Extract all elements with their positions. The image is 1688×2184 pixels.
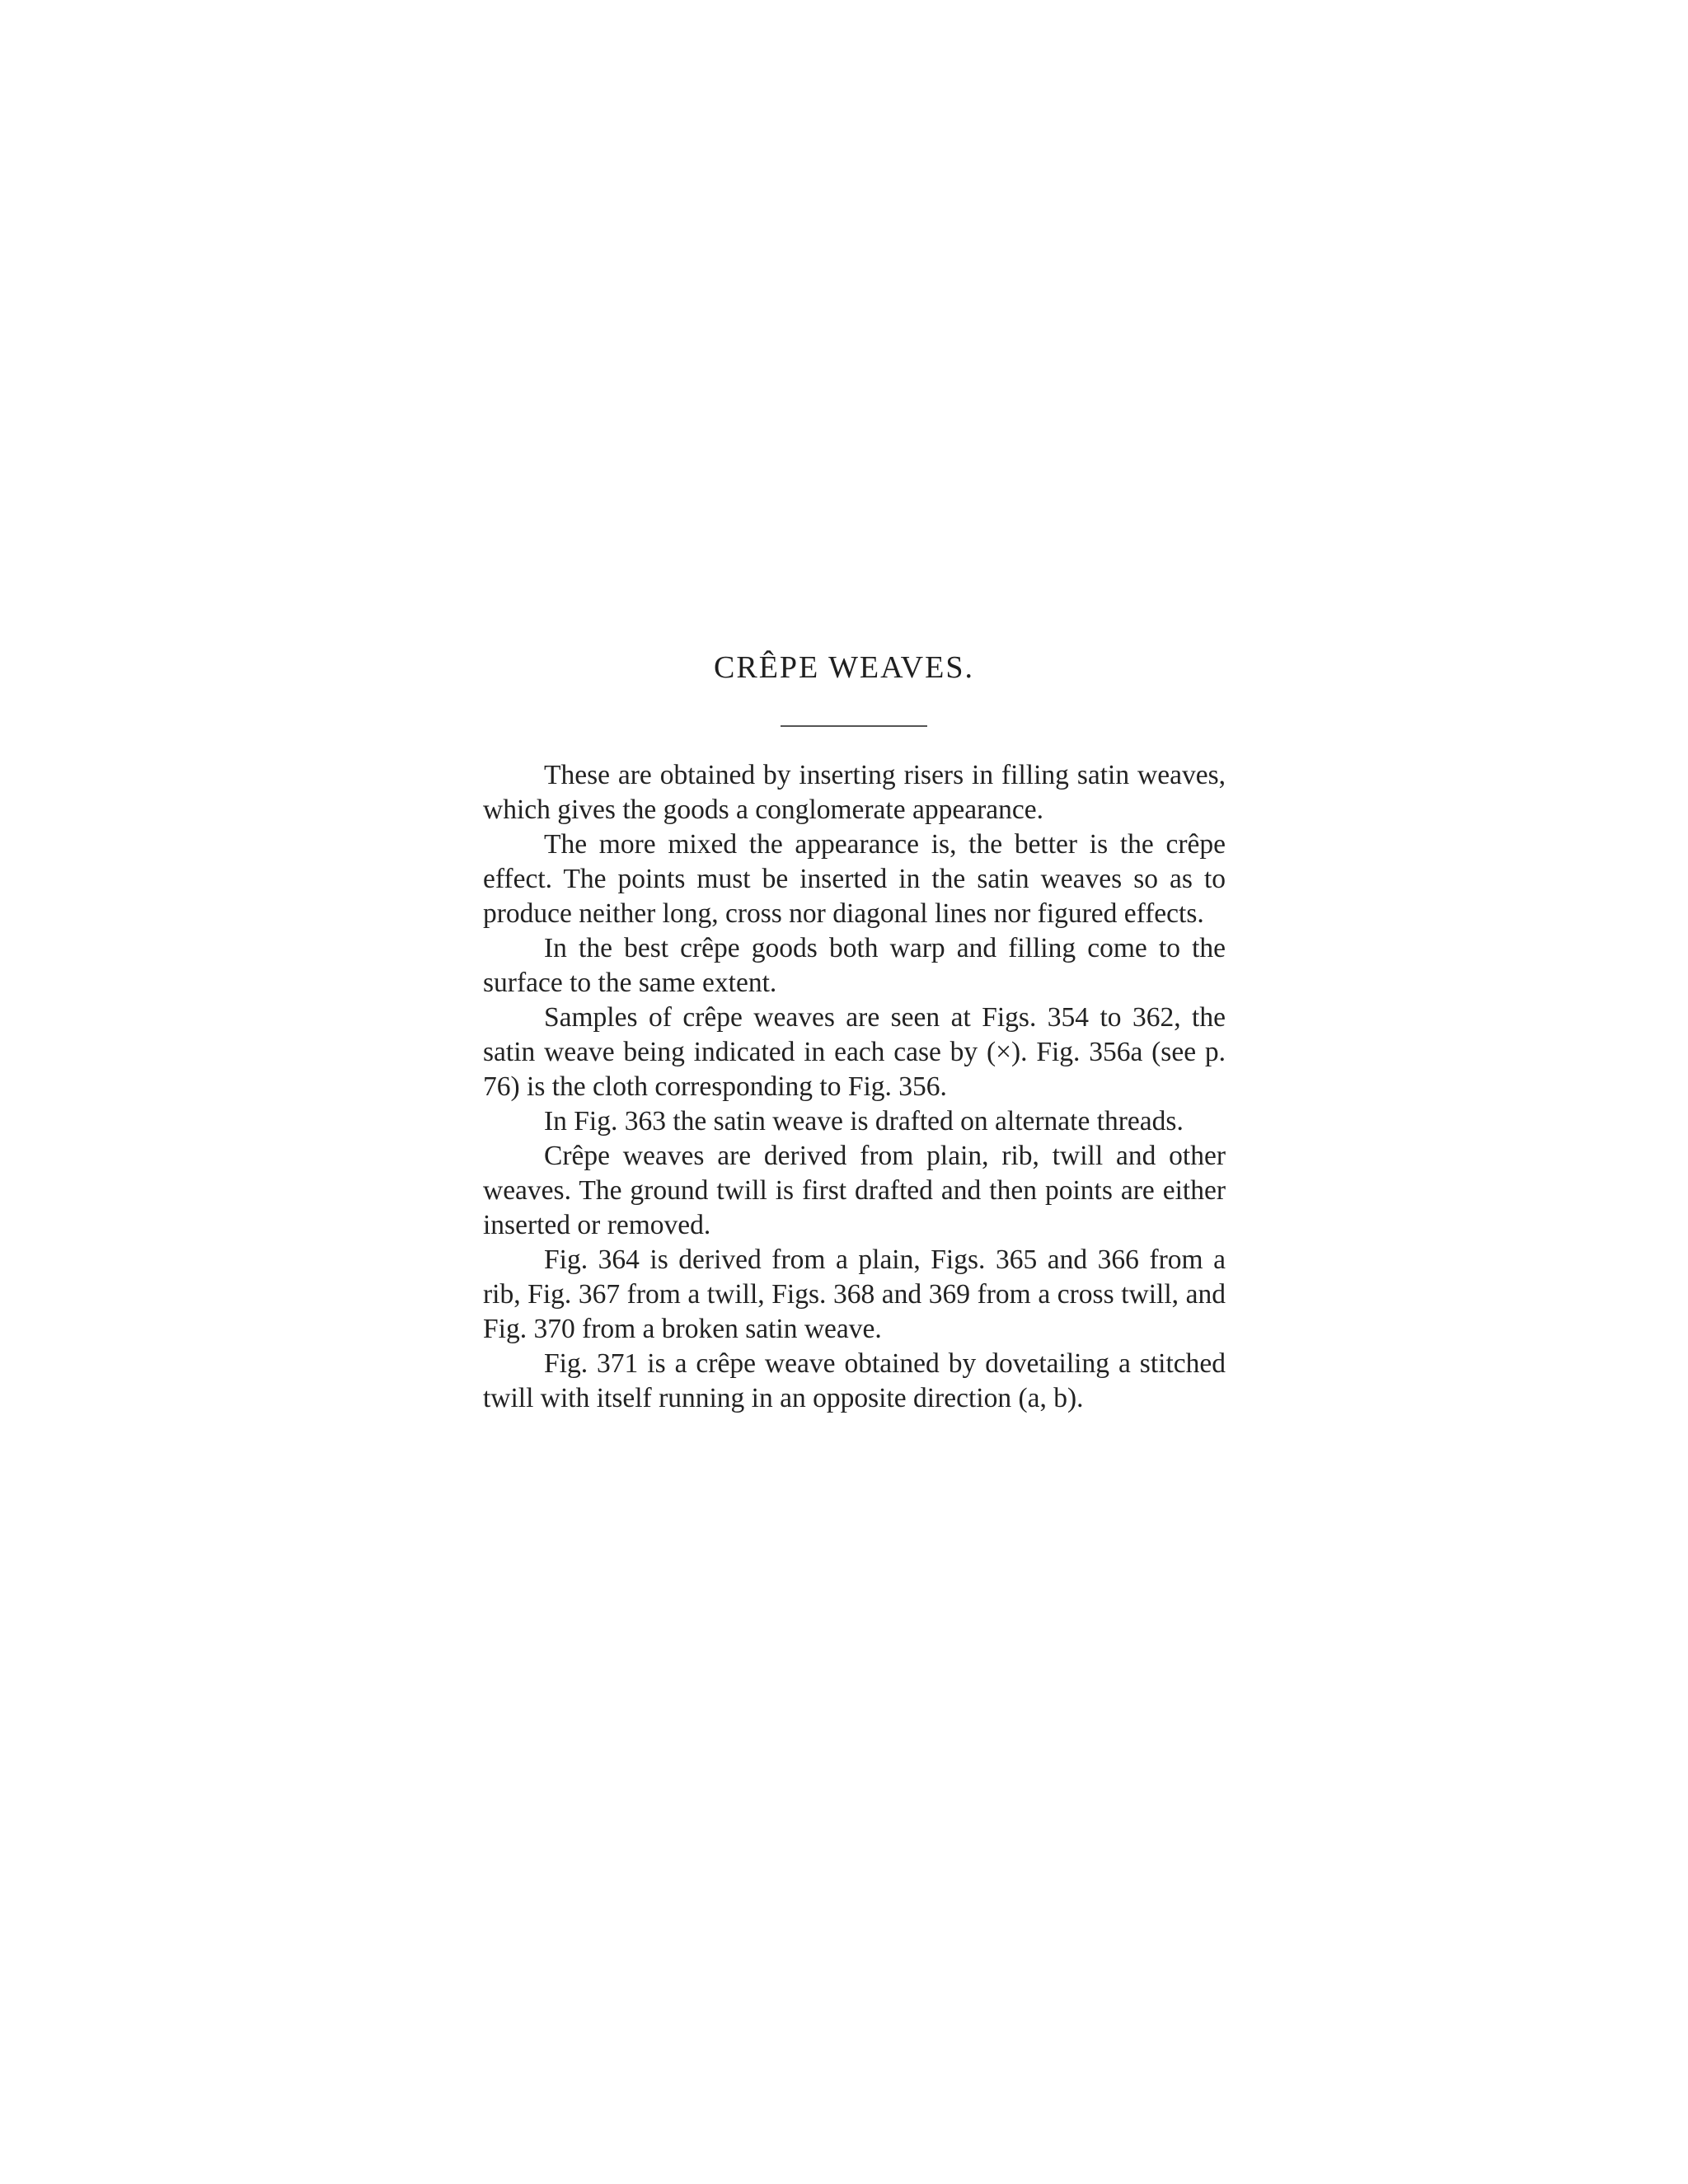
paragraph: Crêpe weaves are derived from plain, rib, twill and other weaves. The ground twill is first drafted and then points are either inserted or removed. bbox=[483, 1141, 1226, 1240]
paragraph: In Fig. 363 the satin weave is drafted on alternate threads. bbox=[544, 1106, 1184, 1137]
page-title: CRÊPE WEAVES. bbox=[714, 650, 974, 685]
body-text bbox=[483, 758, 1226, 1416]
paragraph: Fig. 364 is derived from a plain, Figs. 365 and 366 from a rib, Fig. 367 from a twill, Figs. 368 and 369 from a cross twill, and Fig. 370 from a broken satin weave. bbox=[483, 1244, 1226, 1344]
paragraph: In the best crêpe goods both warp and filling come to the surface to the same extent. bbox=[483, 933, 1226, 998]
paragraph: Fig. 371 is a crêpe weave obtained by dovetailing a stitched twill with itself running in an opposite direction (a, b). bbox=[483, 1348, 1226, 1413]
paragraph: The more mixed the appearance is, the better is the crêpe effect. The points must be inserted in the satin weaves so as to produce neither long, cross nor diagonal lines nor figured effects. bbox=[483, 829, 1226, 929]
paragraph: Samples of crêpe weaves are seen at Figs. 354 to 362, the satin weave being indicated in each case by (×). Fig. 356a (see p. 76) is the cloth corresponding to Fig. 356. bbox=[483, 1002, 1226, 1102]
paragraph: These are obtained by inserting risers in filling satin weaves, which gives the goods a conglomerate appearance. bbox=[483, 760, 1226, 825]
title-divider bbox=[781, 725, 927, 727]
